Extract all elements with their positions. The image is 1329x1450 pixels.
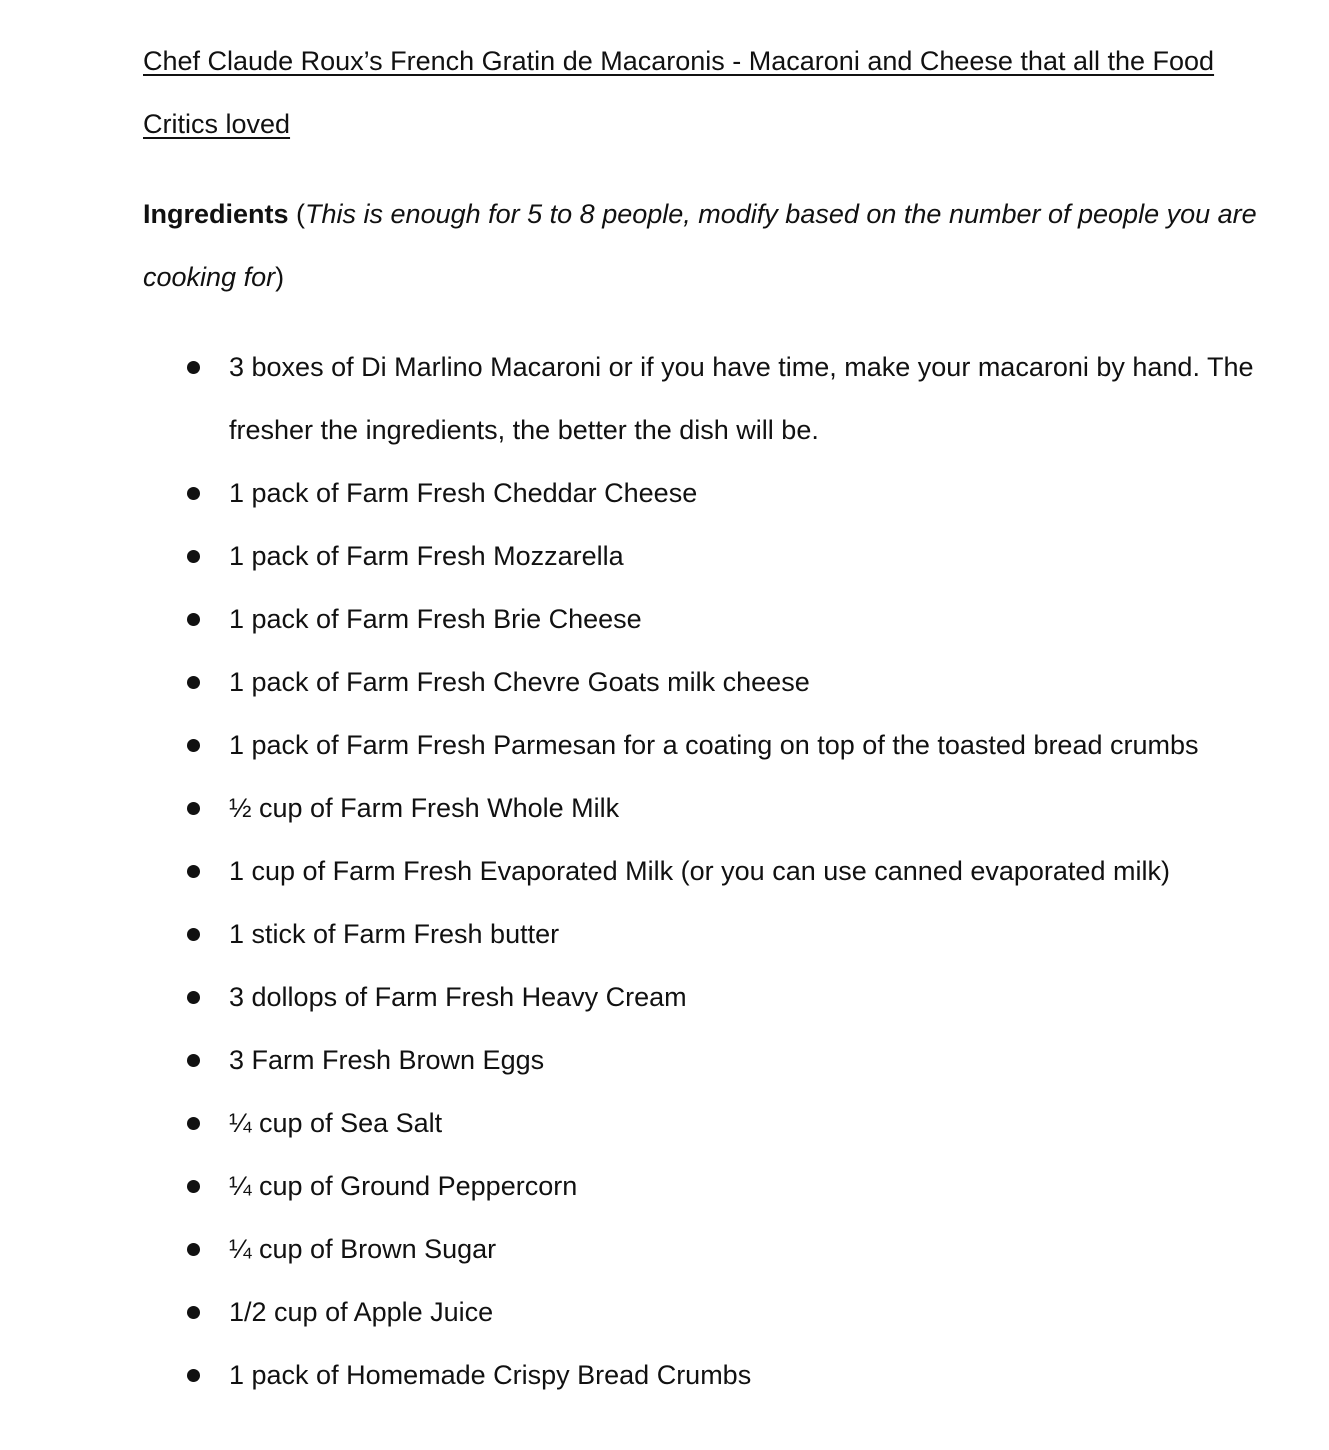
- bullet-icon: [187, 802, 200, 815]
- ingredient-item: [143, 714, 1263, 777]
- ingredient-item: [143, 336, 1263, 462]
- ingredient-item: [143, 840, 1263, 903]
- bullet-icon: [187, 676, 200, 689]
- bullet-icon: [187, 487, 200, 500]
- bullet-icon: [187, 1054, 200, 1067]
- bullet-icon: [187, 1306, 200, 1319]
- bullet-icon: [187, 550, 200, 563]
- ingredient-text: 3 boxes of Di Marlino Macaroni or if you have time, make your macaroni by hand. The fresher the ingredients, the better the dish will be.: [229, 352, 1254, 445]
- ingredient-item: [143, 1344, 1263, 1407]
- ingredient-text: ¼ cup of Sea Salt: [229, 1108, 443, 1138]
- ingredient-item: [143, 1155, 1263, 1218]
- ingredient-text: ¼ cup of Ground Peppercorn: [229, 1171, 578, 1201]
- bullet-icon: [187, 361, 200, 374]
- ingredient-text: 1 pack of Farm Fresh Cheddar Cheese: [229, 478, 698, 508]
- ingredient-text: 1 pack of Farm Fresh Parmesan for a coating on top of the toasted bread crumbs: [229, 730, 1199, 760]
- ingredient-text: 3 dollops of Farm Fresh Heavy Cream: [229, 982, 687, 1012]
- ingredient-text: 1 pack of Farm Fresh Chevre Goats milk cheese: [229, 667, 810, 697]
- ingredient-text: 1 pack of Farm Fresh Mozzarella: [229, 541, 624, 571]
- bullet-icon: [187, 1180, 200, 1193]
- bullet-icon: [187, 613, 200, 626]
- ingredient-item: [143, 966, 1263, 1029]
- ingredient-text: 3 Farm Fresh Brown Eggs: [229, 1045, 545, 1075]
- ingredient-item: [143, 903, 1263, 966]
- intro-open-paren: (: [288, 199, 306, 229]
- ingredient-item: [143, 1029, 1263, 1092]
- ingredient-item: [143, 588, 1263, 651]
- ingredient-text: ½ cup of Farm Fresh Whole Milk: [229, 793, 620, 823]
- ingredient-item: [143, 1281, 1263, 1344]
- ingredient-item: [143, 462, 1263, 525]
- ingredient-item: [143, 1092, 1263, 1155]
- servings-note: This is enough for 5 to 8 people, modify based on the number of people you are cooking for: [143, 199, 1257, 292]
- bullet-icon: [187, 865, 200, 878]
- ingredient-text: ¼ cup of Brown Sugar: [229, 1234, 497, 1264]
- ingredients-heading: Ingredients: [143, 199, 289, 229]
- ingredient-item: [143, 651, 1263, 714]
- ingredient-text: 1 stick of Farm Fresh butter: [229, 919, 560, 949]
- ingredient-text: 1/2 cup of Apple Juice: [229, 1297, 494, 1327]
- document-page: [143, 30, 1263, 1407]
- ingredient-item: [143, 525, 1263, 588]
- bullet-icon: [187, 991, 200, 1004]
- intro-close-paren: ): [275, 262, 285, 292]
- ingredient-text: 1 pack of Homemade Crispy Bread Crumbs: [229, 1360, 752, 1390]
- bullet-icon: [187, 739, 200, 752]
- ingredient-item: [143, 777, 1263, 840]
- ingredient-text: 1 cup of Farm Fresh Evaporated Milk (or you can use canned evaporated milk): [229, 856, 1170, 886]
- document-title: Chef Claude Roux’s French Gratin de Macaronis - Macaroni and Cheese that all the Food Critics loved: [143, 46, 1215, 139]
- bullet-icon: [187, 1117, 200, 1130]
- bullet-icon: [187, 1243, 200, 1256]
- ingredient-text: 1 pack of Farm Fresh Brie Cheese: [229, 604, 642, 634]
- bullet-icon: [187, 928, 200, 941]
- ingredient-item: [143, 1218, 1263, 1281]
- bullet-icon: [187, 1369, 200, 1382]
- ingredient-list: [143, 336, 1263, 1407]
- ingredients-intro: [143, 183, 1263, 309]
